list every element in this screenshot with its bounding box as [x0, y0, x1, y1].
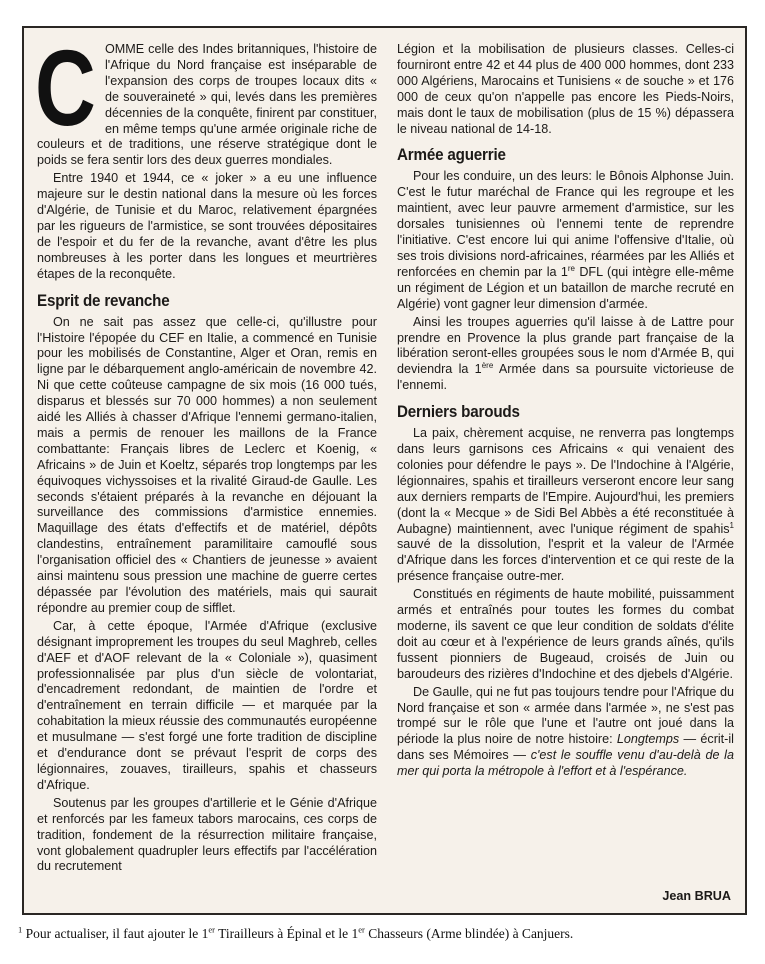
newspaper-clipping: [22, 26, 747, 915]
book-title: Longtemps: [616, 732, 680, 747]
memoires-quote: c'est le souffle venu d'au-delà de la mer qui porta la métropole à l'effort et à l'espérance.: [397, 748, 734, 779]
drop-cap-letter: C: [35, 27, 96, 148]
paragraph-regiments: Constitués en régiments de haute mobilité, puissamment armés et entraînés pour toutes les formes du combat moderne, ils savent ce que leur condition de soldats d'élite doit au cœur et à l'expérience de leurs grands aînés, qu'ils fussent pionniers de Bugeaud, croisés de Juin ou baroudeurs des rizières d'Indochine et des djebels d'Algérie.: [397, 587, 734, 681]
paragraph-de-lattre: Ainsi les troupes aguerries qu'il laisse à de Lattre pour prendre en Provence la plus grande part française de la libération seront-elles groupées sous le nom d'Armée B, qui deviendra la 1ère Armée dans sa poursuite victorieuse de l'ennemi.: [397, 314, 735, 393]
heading-armee-aguerrie: Armée aguerrie: [397, 146, 506, 165]
paragraph-joker: Entre 1940 et 1944, ce « joker » a eu une influence majeure sur le destin national dans la mesure où les forces d'Algérie, de Tunisie et du Maroc, relativement épargnées par les rigueurs de l'armistice, se sont trouvées dépositaires de l'espoir et du fer de la revanche, avant d'être les plus nombreuses à les porter dans les longues et meurtrières étapes de la reconquête.: [37, 171, 377, 281]
paragraph-legion: Légion et la mobilisation de plusieurs classes. Celles-ci fourniront entre 42 et 44 plus de 400 000 hommes, dont 233 000 Algériens, Marocains et Tunisiens « de souche » et 176 000 de ceux qu'on n'appelle pas encore les Pieds-Noirs, mais dont le taux de mobilisation (plus de 15 %) dépassera le niveau national de 14-18.: [397, 42, 734, 136]
paragraph-de-gaulle: De Gaulle, qui ne fut pas toujours tendre pour l'Afrique du Nord française et son « armée dans l'armée », ne s'est pas trompé sur le rôle que l'une et l'autre ont joué dans la période la plus noire de notre histoire: Longtemps — écrit-il dans ses Mémoires — c'est le souffle venu d'au-delà de la mer qui porta la métropole à l'effort et à l'espérance.: [397, 684, 734, 779]
paragraph-juin: Pour les conduire, un des leurs: le Bônois Alphonse Juin. C'est le futur maréchal de France qui les regroupe et les maintient, avec leur pauvre armement d'armistice, sur les dorsales tunisiennes où l'ennemi tente de reprendre l'initiative. C'est encore lui qui anime l'offensive d'Italie, où ses trois divisions nord-africaines, réarmées par les Alliés et renforcées en chemin par la 1re DFL (qui intègre elle-même un régiment de Légion et un bataillon de marche recruté en Algérie) vont gagner leur dimension d'armée.: [397, 169, 734, 311]
left-column: [35, 27, 377, 877]
paragraph-soutenus: Soutenus par les groupes d'artillerie et le Génie d'Afrique et renforcés par les fameux tabors marocains, ces corps de tradition, fondement de la résurrection militaire française, vont globalement quadrupler leurs effectifs par l'accélération du recrutement: [37, 795, 377, 874]
footnote-marker: 1: [18, 924, 23, 935]
footnote: $^1$ Pour actualiser, il faut ajouter le 1er Tirailleurs à Épinal et le 1er Chasseurs (Arme blindée) à Canjuers.: [18, 924, 574, 941]
paragraph-tunisie: On ne sait pas assez que celle-ci, qu'illustre pour l'Histoire l'épopée du CEF en Italie, a commencé en Tunisie pour les mobilisés de Constantine, Alger et Oran, remis en ligne par le débarquement anglo-américain de novembre 42. Ni que cette coûteuse campagne de six mois (16 000 tués, disparus et blessés sur 70 000 hommes) a non seulement aidé les Alliés à chasser d'Afrique l'ennemi germano-italien, mais a permis de renouer les maillons de la France combattante: Français libres de Leclerc et Koenig, « Africains » de Juin et Koeltz, séparés trop longtemps par les équivoques vichyssoises et la rivalité Giraud-de Gaulle. Les seconds s'étaient préparés à la revanche en déjouant la surveillance des commissions d'armistice ennemies. Maquillage des états d'effectifs et de matériel, dépôts clandestins, entraînement paramilitaire camouflé sous l'organisation officiel des « Chantiers de jeunesse » avaient ainsi maintenu sous pression une machine de guerre certes dépassée par l'évolution des matériels, mais qui saurait répondre au premier coup de sifflet.: [37, 314, 377, 615]
heading-esprit-de-revanche: Esprit de revanche: [37, 291, 170, 310]
paragraph-armee-afrique: Car, à cette époque, l'Armée d'Afrique (exclusive désignant improprement les troupes du seul Maghreb, celles d'AEF et d'AOF relevant de la « Coloniale »), quasiment professionnalisée par plus d'un siècle de volontariat, d'encadrement redondant, de maintien de l'ordre et d'entraînement en terrain difficile — et marquée par la cohabitation la mieux réussie des communautés européenne et musulmane — s'est forgé une forte tradition de discipline et d'endurance dont se prévaut l'esprit de corps des légionnaires, zouaves, tirailleurs, spahis et chasseurs d'Afrique.: [37, 618, 377, 792]
heading-derniers-barouds: Derniers barouds: [397, 403, 520, 422]
intro-paragraph: COMME celle des Indes britanniques, l'histoire de l'Afrique du Nord française est inséparable de l'expansion des corps de troupes locaux dits « de souveraineté » qui, levés dans les premières décennies de la conquête, finirent par constituer, en même temps qu'une armée originale riche de couleurs et de traditions, une réserve stratégique dont le poids se fera sentir lors des deux guerres mondiales.: [35, 27, 377, 168]
paragraph-la-paix: La paix, chèrement acquise, ne renverra pas longtemps dans leurs garnisons ces Africains « qui venaient des colonies pour défendre le pays ». De l'Indochine à l'Algérie, légionnaires, spahis et tirailleurs verseront encore leur sang aux derniers remparts de l'Empire. Aujourd'hui, les premiers (dont la « Mecque » de Sidi Bel Abbès a été reconstituée à Aubagne) maintiennent, avec l'unique régiment de spahis$^1$ sauvé de la dissolution, l'esprit et la valeur de l'Armée d'Afrique dans les forces d'intervention et ce qui reste de la présence française outre-mer.: [397, 426, 734, 584]
author-signature: Jean BRUA: [662, 889, 731, 903]
right-column: [397, 42, 734, 782]
